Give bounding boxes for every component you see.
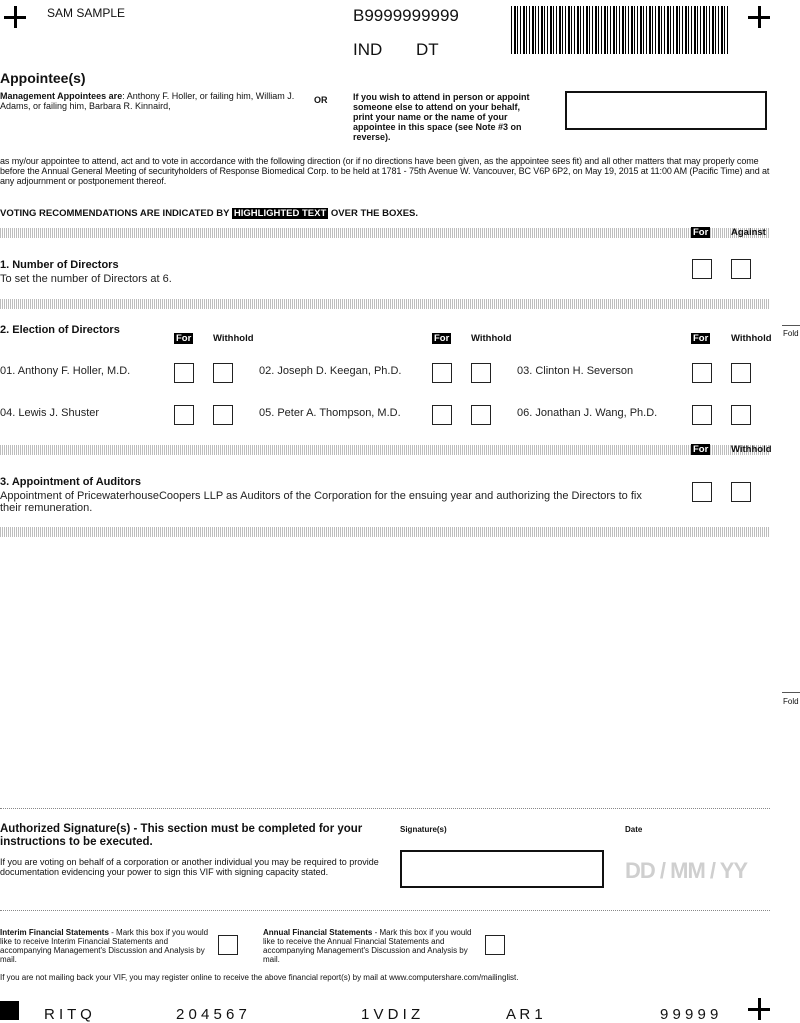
annual-statements-checkbox[interactable]: [485, 935, 505, 955]
registration-mark-bottom-right: [748, 998, 770, 1020]
nominee-04: 04. Lewis J. Shuster: [0, 407, 100, 419]
code-ind: IND: [353, 40, 383, 59]
signature-label: Signature(s): [400, 825, 447, 834]
item1-title: 1. Number of Directors: [0, 259, 119, 271]
interim-statement-text: [0, 928, 210, 964]
col3-withhold-label: Withhold: [731, 333, 772, 344]
appointee-name-field[interactable]: [565, 91, 767, 130]
signature-desc: If you are voting on behalf of a corporation or another individual you may be required to provide documentation evidencing your power to sign this VIF with signing capacity stated.: [0, 857, 379, 877]
date-label: Date: [625, 825, 643, 834]
nominee-02: 02. Joseph D. Keegan, Ph.D.: [259, 365, 402, 377]
item1-against-label: Against: [731, 227, 766, 238]
item3-withhold-checkbox[interactable]: [731, 482, 751, 502]
section-divider-3: [0, 445, 770, 455]
annual-title: Annual Financial Statements: [263, 928, 373, 937]
fold-label-1: Fold: [783, 329, 799, 338]
date-field[interactable]: DD / MM / YY: [625, 858, 748, 883]
annual-desc: - Mark this box if you would like to receive the Annual Financial Statements and accompanying Management's Discussion and Analysis by mail.: [263, 928, 472, 964]
item1-desc: To set the number of Directors at 6.: [0, 273, 172, 285]
section-divider-1: [0, 228, 770, 238]
management-appointees: [0, 91, 300, 111]
nominee-03-withhold-checkbox[interactable]: [731, 363, 751, 383]
col2-withhold-label: Withhold: [471, 333, 512, 344]
item1-against-checkbox[interactable]: [731, 259, 751, 279]
account-number: B9999999999: [353, 6, 459, 25]
mgmt-text: : Anthony F. Holler, or failing him, William J. Adams, or failing him, Barbara R. Kinnaird,: [0, 91, 295, 111]
voting-rec-highlight: HIGHLIGHTED TEXT: [233, 208, 327, 219]
footer-code-5: 9 9 9 9 9: [660, 1006, 719, 1023]
nominee-03: 03. Clinton H. Severson: [517, 365, 634, 377]
footer-code-3: 1 V D I Z: [361, 1006, 421, 1023]
footer-code-4: A R 1: [506, 1006, 543, 1023]
item3-desc: Appointment of PricewaterhouseCoopers LLP as Auditors of the Corporation for the ensuing year and authorizing the Directors to fix their remuneration.: [0, 490, 642, 514]
footer-code-2: 2 0 4 5 6 7: [176, 1006, 247, 1023]
appointees-title: Appointee(s): [0, 70, 86, 86]
section-divider-2: [0, 299, 770, 309]
interim-desc: - Mark this box if you would like to receive Interim Financial Statements and accompanying Management's Discussion and Analysis by mail.: [0, 928, 209, 964]
fold-mark-1: [782, 325, 800, 326]
col1-withhold-label: Withhold: [213, 333, 254, 344]
signature-title: Authorized Signature(s) - This section must be completed for your instructions to be executed.: [0, 823, 363, 848]
nominee-02-for-checkbox[interactable]: [432, 363, 452, 383]
code-dt: DT: [416, 40, 439, 59]
appointee-instruction: If you wish to attend in person or appoint someone else to attend on your behalf, print your name or the name of your appointee in this space (see Note #3 on reverse).: [353, 92, 530, 142]
online-note: If you are not mailing back your VIF, you may register online to receive the above financial report(s) by mail at www.computershare.com/mailinglist.: [0, 973, 519, 982]
voting-rec-suffix: OVER THE BOXES.: [330, 208, 419, 219]
interim-statements-checkbox[interactable]: [218, 935, 238, 955]
nominee-01: 01. Anthony F. Holler, M.D.: [0, 365, 131, 377]
nominee-04-withhold-checkbox[interactable]: [213, 405, 233, 425]
holder-name: SAM SAMPLE: [47, 6, 126, 20]
voting-rec-prefix: VOTING RECOMMENDATIONS ARE INDICATED BY: [0, 208, 230, 219]
registration-mark-top-left: [4, 6, 26, 28]
barcode: [511, 6, 729, 54]
signature-top-rule: [0, 808, 770, 809]
col1-for-label: For: [176, 333, 192, 344]
footer-code-1: R I T Q: [44, 1006, 92, 1023]
nominee-01-for-checkbox[interactable]: [174, 363, 194, 383]
or-label: OR: [314, 95, 328, 105]
fold-label-2: Fold: [783, 697, 799, 706]
nominee-03-for-checkbox[interactable]: [692, 363, 712, 383]
nominee-04-for-checkbox[interactable]: [174, 405, 194, 425]
nominee-05-withhold-checkbox[interactable]: [471, 405, 491, 425]
nominee-05: 05. Peter A. Thompson, M.D.: [259, 407, 401, 419]
registration-mark-bottom-left: [0, 1001, 19, 1020]
item3-title: 3. Appointment of Auditors: [0, 476, 141, 488]
item3-for-label: For: [693, 444, 709, 455]
col3-for-label: For: [693, 333, 709, 344]
section-divider-4: [0, 527, 770, 537]
col2-for-label: For: [434, 333, 450, 344]
nominee-06-for-checkbox[interactable]: [692, 405, 712, 425]
nominee-06-withhold-checkbox[interactable]: [731, 405, 751, 425]
item2-title: 2. Election of Directors: [0, 324, 120, 336]
nominee-06: 06. Jonathan J. Wang, Ph.D.: [517, 407, 658, 419]
item1-for-label: For: [693, 227, 709, 238]
nominee-01-withhold-checkbox[interactable]: [213, 363, 233, 383]
financials-top-rule: [0, 910, 770, 911]
interim-title: Interim Financial Statements: [0, 928, 109, 937]
registration-mark-top-right: [748, 6, 770, 28]
annual-statement-text: [263, 928, 478, 964]
item1-for-checkbox[interactable]: [692, 259, 712, 279]
item3-withhold-label: Withhold: [731, 444, 772, 455]
fold-mark-2: [782, 692, 800, 693]
nominee-05-for-checkbox[interactable]: [432, 405, 452, 425]
mgmt-label: Management Appointees are: [0, 91, 123, 101]
meeting-text: as my/our appointee to attend, act and to vote in accordance with the following direction (or if no directions have been given, as the appointee sees fit) and all other matters that may properly come before the Annual General Meeting of securityholders of Response Biomedical Corp. to be held at 1781 - 75th Avenue W. Vancouver, BC V6P 6P2, on May 19, 2015 at 11:00 AM (Pacific Time) and at any adjournment or postponement thereof.: [0, 156, 770, 186]
item3-for-checkbox[interactable]: [692, 482, 712, 502]
voting-recommendations: [0, 208, 418, 219]
nominee-02-withhold-checkbox[interactable]: [471, 363, 491, 383]
signature-field[interactable]: [400, 850, 604, 888]
